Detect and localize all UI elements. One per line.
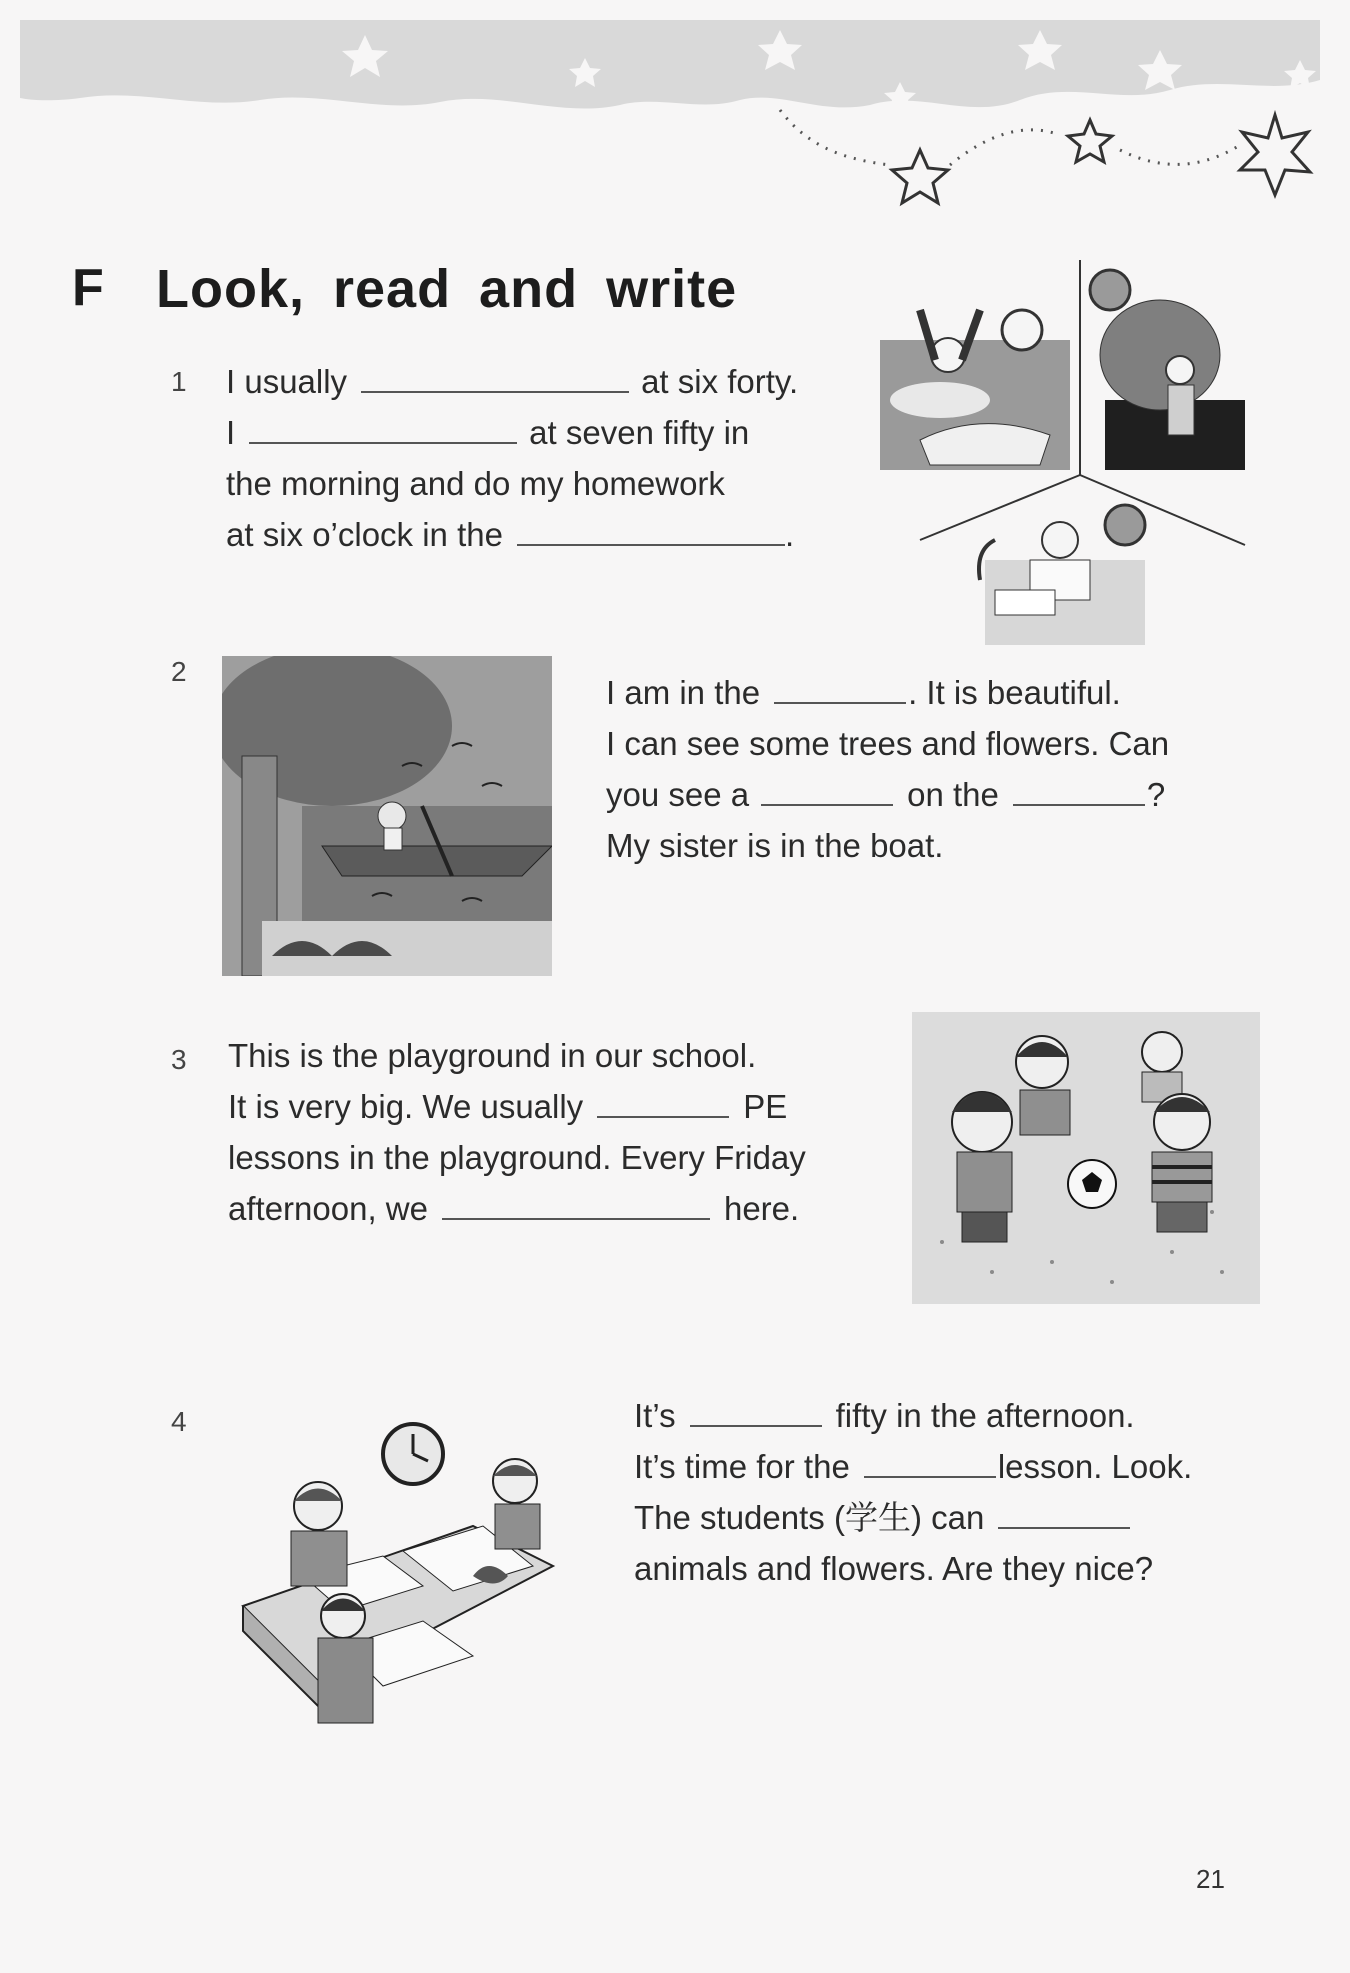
exercise-1-line-3: the morning and do my homework: [226, 465, 725, 502]
exercise-2-line-1: I am in the . It is beautiful.: [606, 674, 1121, 711]
answer-blank[interactable]: [597, 1086, 729, 1118]
section-title: Look, read and write: [156, 259, 738, 319]
art-lesson-illustration: [233, 1416, 558, 1726]
exercise-3-line-4: afternoon, we here.: [228, 1190, 800, 1227]
exercise-3-line-2: It is very big. We usually PE: [228, 1088, 788, 1125]
exercise-1-line-4: at six o’clock in the .: [226, 516, 795, 553]
exercise-3-text: [228, 1030, 806, 1234]
exercise-3-line-3: lessons in the playground. Every Friday: [228, 1139, 806, 1176]
section-letter: F: [72, 259, 104, 317]
exercise-3-number: 3: [171, 1044, 187, 1075]
answer-blank[interactable]: [1013, 774, 1145, 806]
exercise-3-line-1: This is the playground in our school.: [228, 1037, 757, 1074]
answer-blank[interactable]: [361, 361, 629, 393]
outline-star-icons: [892, 115, 1310, 203]
exercise-4-number: 4: [171, 1406, 187, 1437]
exercise-1-line-2: I at seven fifty in: [226, 414, 750, 451]
star-banner-decoration: [20, 20, 1320, 230]
daily-routine-illustration: [880, 260, 1250, 645]
answer-blank[interactable]: [249, 412, 517, 444]
exercise-4-line-3: The students (学生) can: [634, 1492, 1192, 1543]
answer-blank[interactable]: [517, 514, 785, 546]
playground-football-illustration: [912, 1012, 1260, 1304]
answer-blank[interactable]: [690, 1395, 822, 1427]
answer-blank[interactable]: [442, 1188, 710, 1220]
exercise-4-line-4: animals and flowers. Are they nice?: [634, 1550, 1154, 1587]
exercise-2-line-3: you see a on the ?: [606, 776, 1166, 813]
exercise-2-number: 2: [171, 656, 187, 687]
exercise-2-line-4: My sister is in the boat.: [606, 827, 944, 864]
answer-blank[interactable]: [998, 1497, 1130, 1529]
exercise-4-line-1: It’s fifty in the afternoon.: [634, 1397, 1135, 1434]
answer-blank[interactable]: [864, 1446, 996, 1478]
exercise-2-line-2: I can see some trees and flowers. Can: [606, 725, 1170, 762]
exercise-4-text: [634, 1390, 1192, 1594]
exercise-1-text: [226, 356, 798, 560]
exercise-1-line-1: I usually at six forty.: [226, 363, 799, 400]
answer-blank[interactable]: [761, 774, 893, 806]
exercise-2-text: [606, 667, 1169, 871]
park-lake-boat-illustration: [222, 656, 552, 976]
answer-blank[interactable]: [774, 672, 906, 704]
page-number: 21: [1196, 1864, 1225, 1894]
exercise-1-number: 1: [171, 366, 187, 397]
exercise-4-line-2: It’s time for the lesson. Look.: [634, 1448, 1193, 1485]
